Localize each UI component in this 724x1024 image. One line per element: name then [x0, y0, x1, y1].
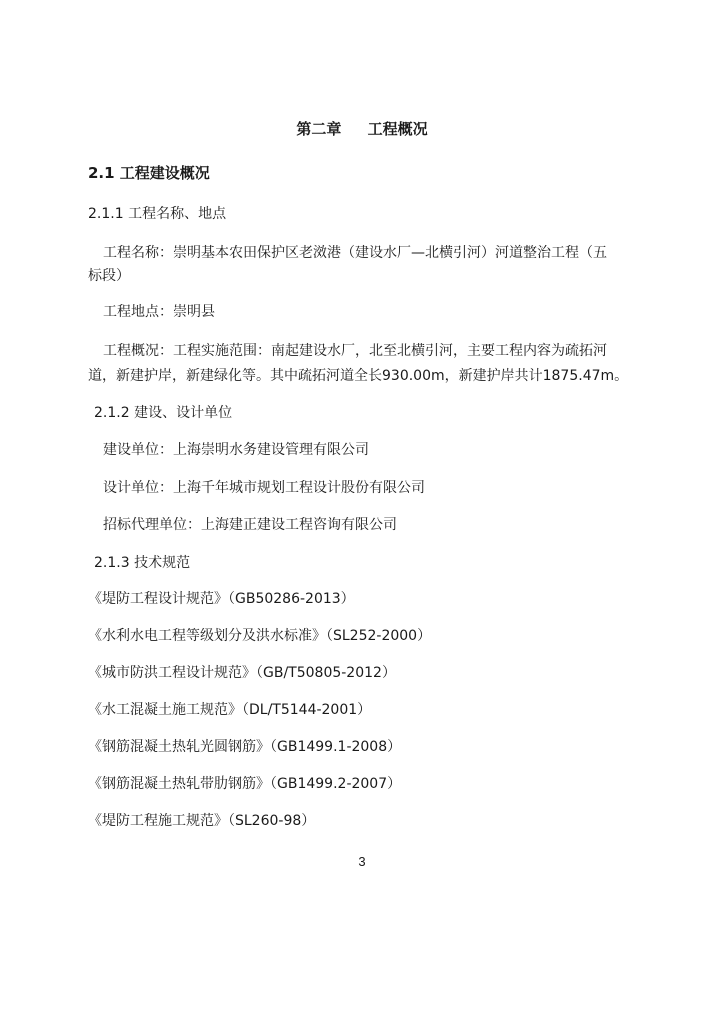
standard-item: 《钢筋混凝土热轧带肋钢筋》（GB1499.2-2007） — [88, 776, 402, 792]
standard-item: 《钢筋混凝土热轧光圆钢筋》（GB1499.1-2008） — [88, 739, 402, 755]
subsection-heading-2-1-1: 2.1.1 工程名称、地点 — [88, 206, 227, 222]
standard-item: 《城市防洪工程设计规范》（GB/T50805-2012） — [88, 665, 396, 681]
page-number: 3 — [358, 854, 366, 869]
bidding-agent: 招标代理单位：上海建正建设工程咨询有限公司 — [103, 517, 397, 533]
subsection-heading-2-1-2: 2.1.2 建设、设计单位 — [94, 405, 233, 421]
design-unit: 设计单位：上海千年城市规划工程设计股份有限公司 — [103, 480, 425, 496]
project-overview-line-1: 工程概况：工程实施范围：南起建设水厂，北至北横引河，主要工程内容为疏拓河 — [103, 343, 607, 359]
project-name-line-1: 工程名称：崇明基本农田保护区老滧港（建设水厂—北横引河）河道整治工程（五 — [103, 245, 607, 261]
standard-item: 《水工混凝土施工规范》（DL/T5144-2001） — [88, 702, 372, 718]
project-overview-line-2: 道，新建护岸，新建绿化等。其中疏拓河道全长930.00m，新建护岸共计1875.47m。 — [88, 368, 629, 384]
standard-item: 《水利水电工程等级划分及洪水标准》（SL252-2000） — [88, 628, 432, 644]
project-location: 工程地点：崇明县 — [103, 304, 215, 320]
project-name-line-2: 标段） — [88, 268, 130, 284]
chapter-number: 第二章 — [296, 120, 342, 138]
standard-item: 《堤防工程设计规范》（GB50286-2013） — [88, 591, 355, 607]
section-heading-2-1: 2.1 工程建设概况 — [88, 164, 210, 182]
subsection-heading-2-1-3: 2.1.3 技术规范 — [94, 555, 191, 571]
chapter-name: 工程概况 — [367, 120, 428, 138]
owner-unit: 建设单位：上海崇明水务建设管理有限公司 — [103, 442, 369, 458]
standard-item: 《堤防工程施工规范》（SL260-98） — [88, 813, 316, 829]
chapter-title — [0, 118, 724, 139]
